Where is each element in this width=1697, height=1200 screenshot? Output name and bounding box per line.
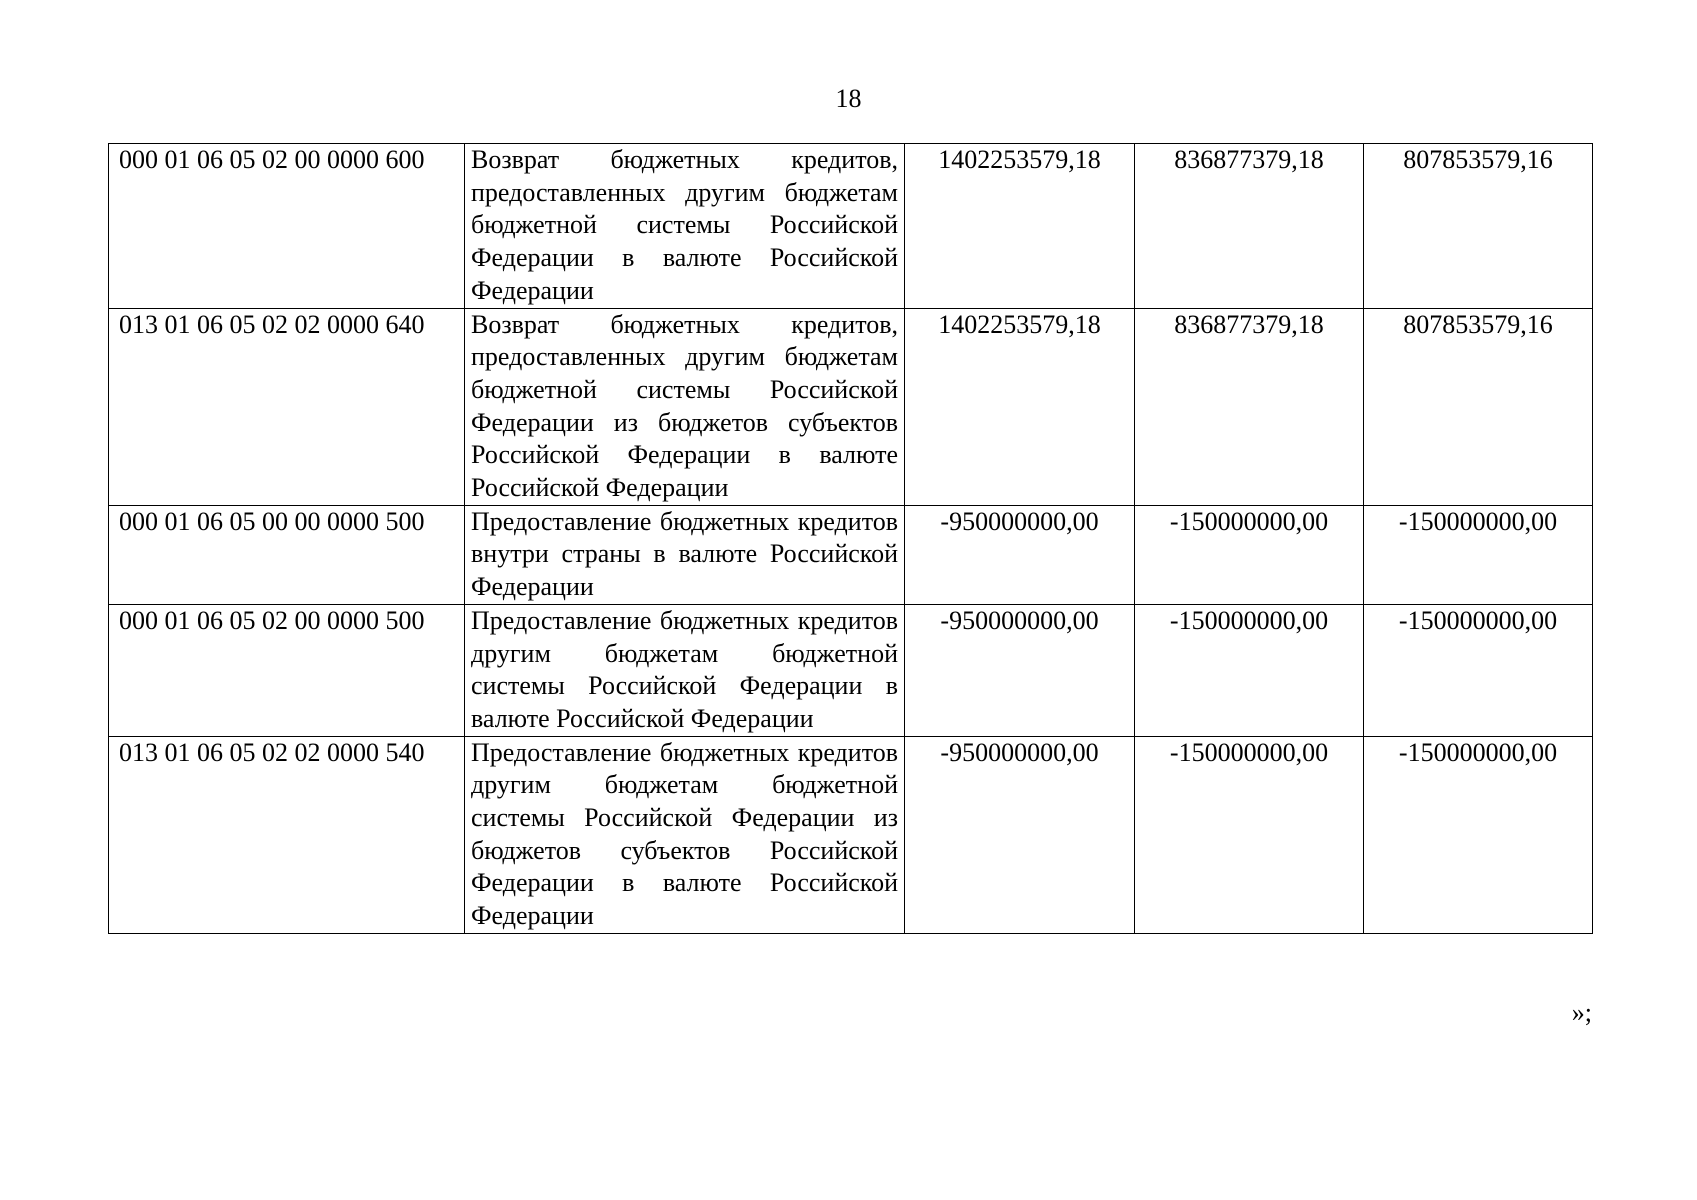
description-cell: Предоставление бюджетных кредитов внутри страны в валюте Российской Федерации — [465, 505, 905, 604]
table-row — [109, 308, 1593, 505]
amount-cell-3: -150000000,00 — [1364, 604, 1593, 736]
budget-code-cell: 013 01 06 05 02 02 0000 540 — [109, 736, 465, 933]
table-row — [109, 505, 1593, 604]
description-cell: Возврат бюджетных кредитов, предоставленных другим бюджетам бюджетной системы Российской Федерации из бюджетов субъектов Российской Федерации в валюте Российской Федерации — [465, 308, 905, 505]
amount-cell-3: 807853579,16 — [1364, 308, 1593, 505]
amount-cell-2: 836877379,18 — [1135, 144, 1364, 309]
description-cell: Предоставление бюджетных кредитов другим бюджетам бюджетной системы Российской Федерации из бюджетов субъектов Российской Федерации в валюте Российской Федерации — [465, 736, 905, 933]
budget-code-cell: 013 01 06 05 02 02 0000 640 — [109, 308, 465, 505]
description-cell: Предоставление бюджетных кредитов другим бюджетам бюджетной системы Российской Федерации в валюте Российской Федерации — [465, 604, 905, 736]
closing-quote-mark: »; — [1571, 998, 1592, 1027]
budget-code-cell: 000 01 06 05 00 00 0000 500 — [109, 505, 465, 604]
amount-cell-2: -150000000,00 — [1135, 505, 1364, 604]
budget-code-cell: 000 01 06 05 02 00 0000 500 — [109, 604, 465, 736]
amount-cell-1: -950000000,00 — [905, 604, 1135, 736]
budget-code-cell: 000 01 06 05 02 00 0000 600 — [109, 144, 465, 309]
table-row — [109, 604, 1593, 736]
amount-cell-2: 836877379,18 — [1135, 308, 1364, 505]
amount-cell-2: -150000000,00 — [1135, 736, 1364, 933]
amount-cell-1: 1402253579,18 — [905, 144, 1135, 309]
table-row — [109, 736, 1593, 933]
amount-cell-3: -150000000,00 — [1364, 505, 1593, 604]
amount-cell-3: 807853579,16 — [1364, 144, 1593, 309]
amount-cell-1: -950000000,00 — [905, 505, 1135, 604]
amount-cell-3: -150000000,00 — [1364, 736, 1593, 933]
amount-cell-2: -150000000,00 — [1135, 604, 1364, 736]
table-row — [109, 144, 1593, 309]
amount-cell-1: -950000000,00 — [905, 736, 1135, 933]
page-number: 18 — [835, 84, 862, 113]
description-cell: Возврат бюджетных кредитов, предоставленных другим бюджетам бюджетной системы Российской Федерации в валюте Российской Федерации — [465, 144, 905, 309]
amount-cell-1: 1402253579,18 — [905, 308, 1135, 505]
budget-sources-table — [108, 143, 1593, 934]
